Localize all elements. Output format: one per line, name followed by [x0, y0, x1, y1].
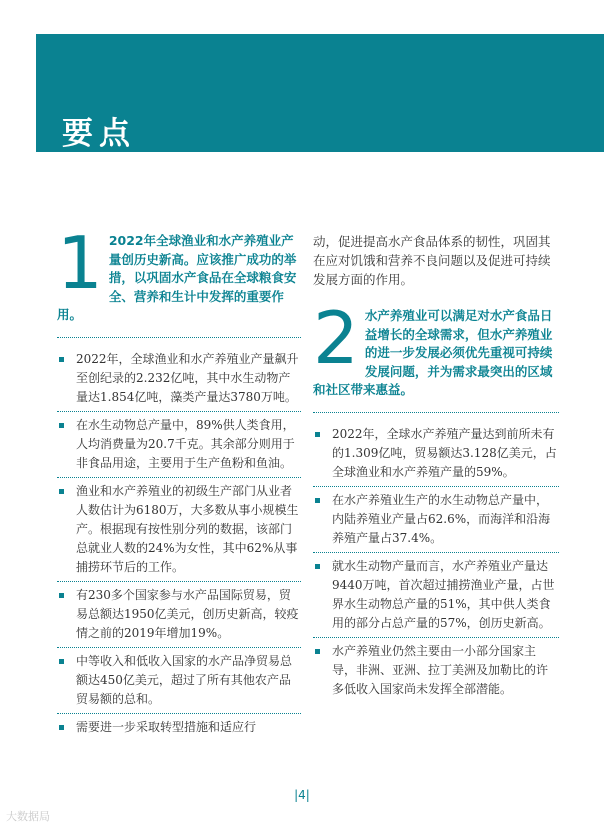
list-item: 2022年，全球水产养殖产量达到前所未有的1.309亿吨，贸易额达3.128亿美元，占全球渔业和水产养殖产量的59%。	[313, 425, 559, 487]
list-item: 有230多个国家参与水产品国际贸易，贸易总额达1950亿美元，创历史新高，较疫情之前的2019年增加19%。	[57, 586, 301, 648]
right-column	[313, 232, 559, 707]
page-title: 要点	[62, 116, 136, 152]
key-point-2	[313, 307, 559, 413]
key-point-1	[57, 232, 301, 338]
bullet-square-icon	[315, 564, 320, 569]
bullet-square-icon	[59, 659, 64, 664]
list-item: 需要进一步采取转型措施和适应行	[57, 718, 301, 741]
right-bullet-list	[313, 425, 559, 703]
point-text-2: 水产养殖业可以满足对水产食品日益增长的全球需求，但水产养殖业的进一步发展必须优先重视可持续发展问题，并为需求最突出的区域和社区带来惠益。	[313, 308, 553, 397]
page-number: |4|	[294, 788, 310, 802]
list-item: 就水生动物产量而言，水产养殖业产量达9440万吨，首次超过捕捞渔业产量，占世界水生动物总产量的51%，其中供人类食用的部分占总产量的57%，创历史新高。	[313, 557, 559, 638]
bullet-square-icon	[59, 489, 64, 494]
continued-text: 动，促进提高水产食品体系的韧性，巩固其在应对饥饿和营养不良问题以及促进可持续发展方面的作用。	[313, 234, 551, 287]
list-item: 渔业和水产养殖业的初级生产部门从业者人数估计为6180万，大多数从事小规模生产。根据现有按性别分列的数据，该部门总就业人数的24%为女性，其中62%从事捕捞环节后的工作。	[57, 482, 301, 582]
left-bullet-list	[57, 350, 301, 741]
bullet-square-icon	[315, 649, 320, 654]
bullet-square-icon	[315, 498, 320, 503]
bullet-square-icon	[59, 357, 64, 362]
point-text-1: 2022年全球渔业和水产养殖业产量创历史新高。应该推广成功的举措，以巩固水产食品在全球粮食安全、营养和生计中发挥的重要作用。	[57, 233, 297, 322]
point-number-1: 1	[57, 232, 103, 305]
list-item: 在水生动物总产量中，89%供人类食用，人均消费量为20.7千克。其余部分则用于非食品用途，主要用于生产鱼粉和鱼油。	[57, 416, 301, 478]
bullet-square-icon	[315, 432, 320, 437]
bullet-square-icon	[59, 593, 64, 598]
list-item: 在水产养殖业生产的水生动物总产量中，内陆养殖业产量占62.6%，而海洋和沿海养殖产量占37.4%。	[313, 491, 559, 553]
watermark: 大数据局	[6, 810, 50, 823]
list-item: 水产养殖业仍然主要由一小部分国家主导，非洲、亚洲、拉丁美洲及加勒比的许多低收入国家尚未发挥全部潜能。	[313, 642, 559, 703]
point-number-2: 2	[313, 307, 359, 380]
list-item: 中等收入和低收入国家的水产品净贸易总额达450亿美元，超过了所有其他农产品贸易额的总和。	[57, 652, 301, 714]
bullet-square-icon	[59, 423, 64, 428]
list-item: 2022年，全球渔业和水产养殖业产量飙升至创纪录的2.232亿吨，其中水生动物产量达1.854亿吨，藻类产量达3780万吨。	[57, 350, 301, 412]
bullet-square-icon	[59, 725, 64, 730]
left-column	[57, 232, 301, 745]
